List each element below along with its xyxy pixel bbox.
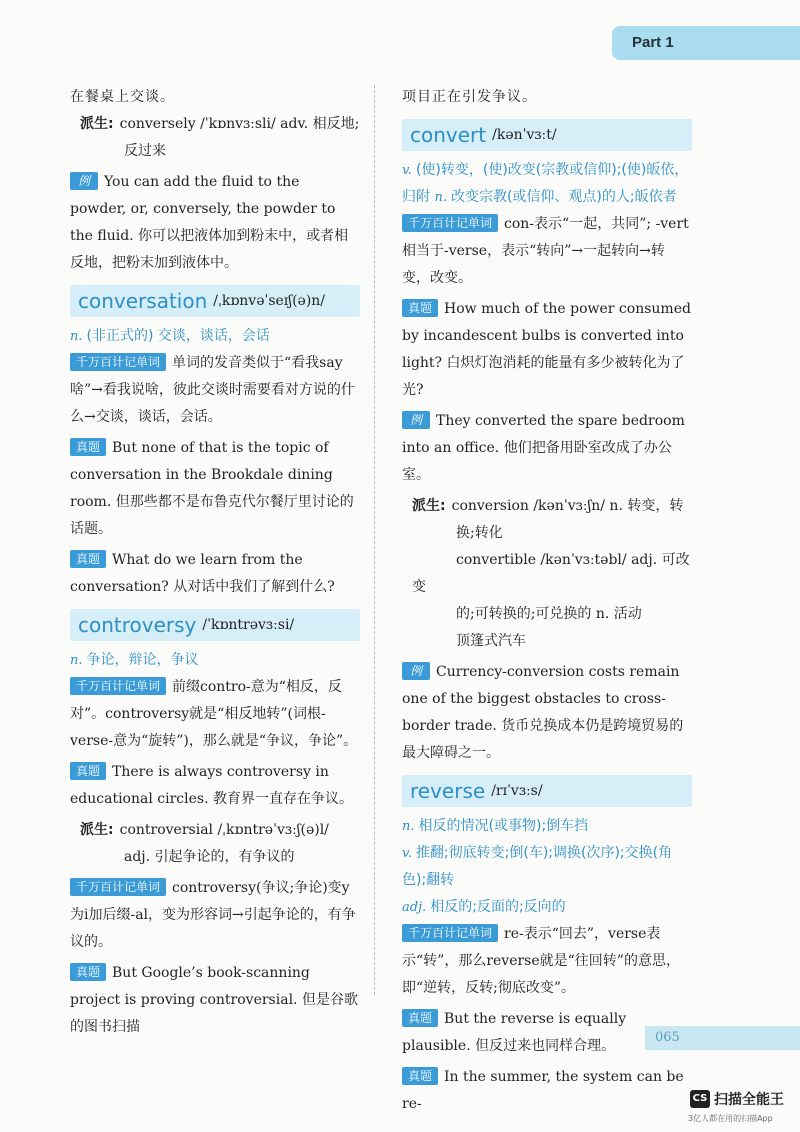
part-of-speech: n. — [434, 190, 447, 205]
entry-header-controversy — [70, 609, 360, 641]
definition-text: 改变宗教(或信仰、观点)的人;皈依者 — [450, 189, 677, 205]
real-question — [402, 296, 692, 404]
derive-text-5: 顶篷式汽车 — [456, 633, 526, 649]
headword: controversy — [78, 613, 197, 637]
real-text: How much of the power consumed by incandescent bulbs is converted into light? 白炽灯泡消耗的能量有多少被转化为了光? — [402, 301, 691, 398]
derive-label: 派生: — [80, 116, 114, 132]
real-text: In the summer, the system can be re- — [402, 1069, 684, 1112]
derive-text-2: 换;转化 — [456, 525, 503, 541]
real-question — [70, 547, 360, 601]
memo — [70, 875, 360, 956]
camscanner-logo-icon: CS — [690, 1090, 710, 1108]
real-tag: 真题 — [402, 299, 438, 317]
column-divider — [374, 85, 375, 995]
camscanner-tagline: 3亿人都在用的扫描App — [688, 1114, 773, 1123]
memo-tag: 千万百计记单词 — [70, 878, 166, 896]
camscanner-name: 扫描全能王 — [714, 1092, 784, 1108]
definition — [70, 323, 360, 350]
real-text: But the reverse is equally plausible. 但反过来也同样合理。 — [402, 1011, 627, 1054]
derive-text: conversely /ˈkɒnvɜːsli/ adv. 相反地; — [119, 116, 360, 132]
example-tag: 例 — [402, 411, 430, 429]
real-question — [402, 1064, 692, 1118]
memo-tag: 千万百计记单词 — [70, 353, 166, 371]
definition — [402, 894, 692, 921]
example — [402, 408, 692, 489]
phonetic: /rɪˈvɜːs/ — [491, 783, 543, 799]
part-of-speech: adj. — [402, 900, 427, 915]
real-tag: 真题 — [402, 1009, 438, 1027]
derive-block — [80, 111, 360, 165]
memo-text: 前缀contro-意为“相反，反对”。controversy就是“相反地转”(词根-verse-意为“旋转”)，那么就是“争议，争论”。 — [70, 679, 358, 749]
left-column — [70, 84, 360, 1045]
continued-line: 在餐桌上交谈。 — [70, 89, 175, 105]
real-question — [70, 759, 360, 813]
real-text: But none of that is the topic of conversation in the Brookdale dining room. 但那些都不是布鲁克代尔餐厅里讨论的话题。 — [70, 440, 354, 537]
part-tab: Part 1 — [612, 26, 800, 60]
real-tag: 真题 — [70, 438, 106, 456]
example — [402, 659, 692, 767]
definition-text: 相反的情况(或事物);倒车挡 — [418, 818, 589, 834]
part-of-speech: n. — [402, 819, 415, 834]
definition-text: (非正式的) 交谈，谈话，会话 — [86, 328, 270, 344]
definition-text: 相反的;反面的;反向的 — [430, 899, 566, 915]
headword: convert — [410, 123, 487, 147]
entry-header-reverse — [402, 775, 692, 807]
real-text: But Google’s book-scanning project is proving controversial. 但是谷歌的图书扫描 — [70, 965, 358, 1035]
derive-text-2: adj. 引起争论的，有争议的 — [124, 849, 295, 865]
derive-text-3: convertible /kənˈvɜːtəbl/ adj. 可改变 — [412, 552, 690, 595]
memo-tag: 千万百计记单词 — [70, 677, 166, 695]
definition-text: 推翻;彻底转变;倒(车);调换(次序);交换(角色);翻转 — [402, 845, 673, 888]
page-number: 065 — [645, 1026, 800, 1050]
real-tag: 真题 — [402, 1067, 438, 1085]
memo-text: 单词的发音类似于“看我say啥”→看我说啥，彼此交谈时需要看对方说的什么→交谈，谈话，会话。 — [70, 355, 355, 425]
real-tag: 真题 — [70, 550, 106, 568]
memo — [402, 211, 692, 292]
example-tag: 例 — [402, 662, 430, 680]
memo-text: re-表示“回去”，verse表示“转”，那么reverse就是“往回转”的意思，即“逆转，反转;彻底改变”。 — [402, 926, 680, 996]
derive-text: conversion /kənˈvɜːʃn/ n. 转变，转 — [451, 498, 684, 514]
derive-text-4: 的;可转换的;可兑换的 n. 活动 — [456, 606, 642, 622]
definition — [70, 647, 360, 674]
real-question — [70, 435, 360, 543]
real-tag: 真题 — [70, 963, 106, 981]
derive-label: 派生: — [412, 498, 446, 514]
part-of-speech: n. — [70, 653, 83, 668]
definition — [402, 813, 692, 840]
headword: conversation — [78, 289, 208, 313]
definition — [402, 157, 692, 211]
memo-tag: 千万百计记单词 — [402, 214, 498, 232]
example-text: They converted the spare bedroom into an office. 他们把备用卧室改成了办公室。 — [402, 413, 685, 483]
continued-line: 项目正在引发争议。 — [402, 89, 537, 105]
entry-header-conversation — [70, 285, 360, 317]
real-tag: 真题 — [70, 762, 106, 780]
memo-text: controversy(争议;争论)变y为i加后缀-al，变为形容词→引起争论的，有争议的。 — [70, 880, 356, 950]
phonetic: /ˌkɒnvəˈseɪʃ(ə)n/ — [213, 293, 326, 309]
example-text: You can add the fluid to the powder, or, conversely, the powder to the fluid. 你可以把液体加到粉末中，或者相反地，把粉末加到液体中。 — [70, 174, 349, 271]
derive-label: 派生: — [80, 822, 114, 838]
part-of-speech: v. — [402, 846, 412, 861]
derive-text: controversial /ˌkɒntrəˈvɜːʃ(ə)l/ — [119, 822, 329, 838]
real-text: There is always controversy in educational circles. 教育界一直存在争议。 — [70, 764, 353, 807]
example-tag: 例 — [70, 172, 98, 190]
derive-text-2: 反过来 — [124, 143, 166, 159]
memo — [402, 921, 692, 1002]
headword: reverse — [410, 779, 486, 803]
definition — [402, 840, 692, 894]
part-of-speech: n. — [70, 329, 83, 344]
definition-text: (使)转变，(使)改变(宗教或信仰);(使)皈依，归附 — [402, 162, 689, 205]
derive-block — [80, 817, 360, 871]
right-column — [402, 84, 692, 1122]
part-of-speech: v. — [402, 163, 412, 178]
derive-block — [412, 493, 692, 655]
real-question — [70, 960, 360, 1041]
memo — [70, 674, 360, 755]
entry-header-convert — [402, 119, 692, 151]
definition-text: 争论，辩论，争议 — [86, 652, 199, 668]
real-text: What do we learn from the conversation? 从对话中我们了解到什么? — [70, 552, 335, 595]
memo — [70, 350, 360, 431]
example — [70, 169, 360, 277]
phonetic: /kənˈvɜːt/ — [492, 127, 557, 143]
memo-tag: 千万百计记单词 — [402, 924, 498, 942]
phonetic: /ˈkɒntrəvɜːsi/ — [202, 617, 295, 633]
memo-text: con-表示“一起，共同”; -vert相当于-verse，表示“转向”→一起转向→转变，改变。 — [402, 216, 689, 286]
example-text: Currency-conversion costs remain one of the biggest obstacles to cross-border trade. 货币兑换成本仍是跨境贸易的最大障碍之一。 — [402, 664, 684, 761]
